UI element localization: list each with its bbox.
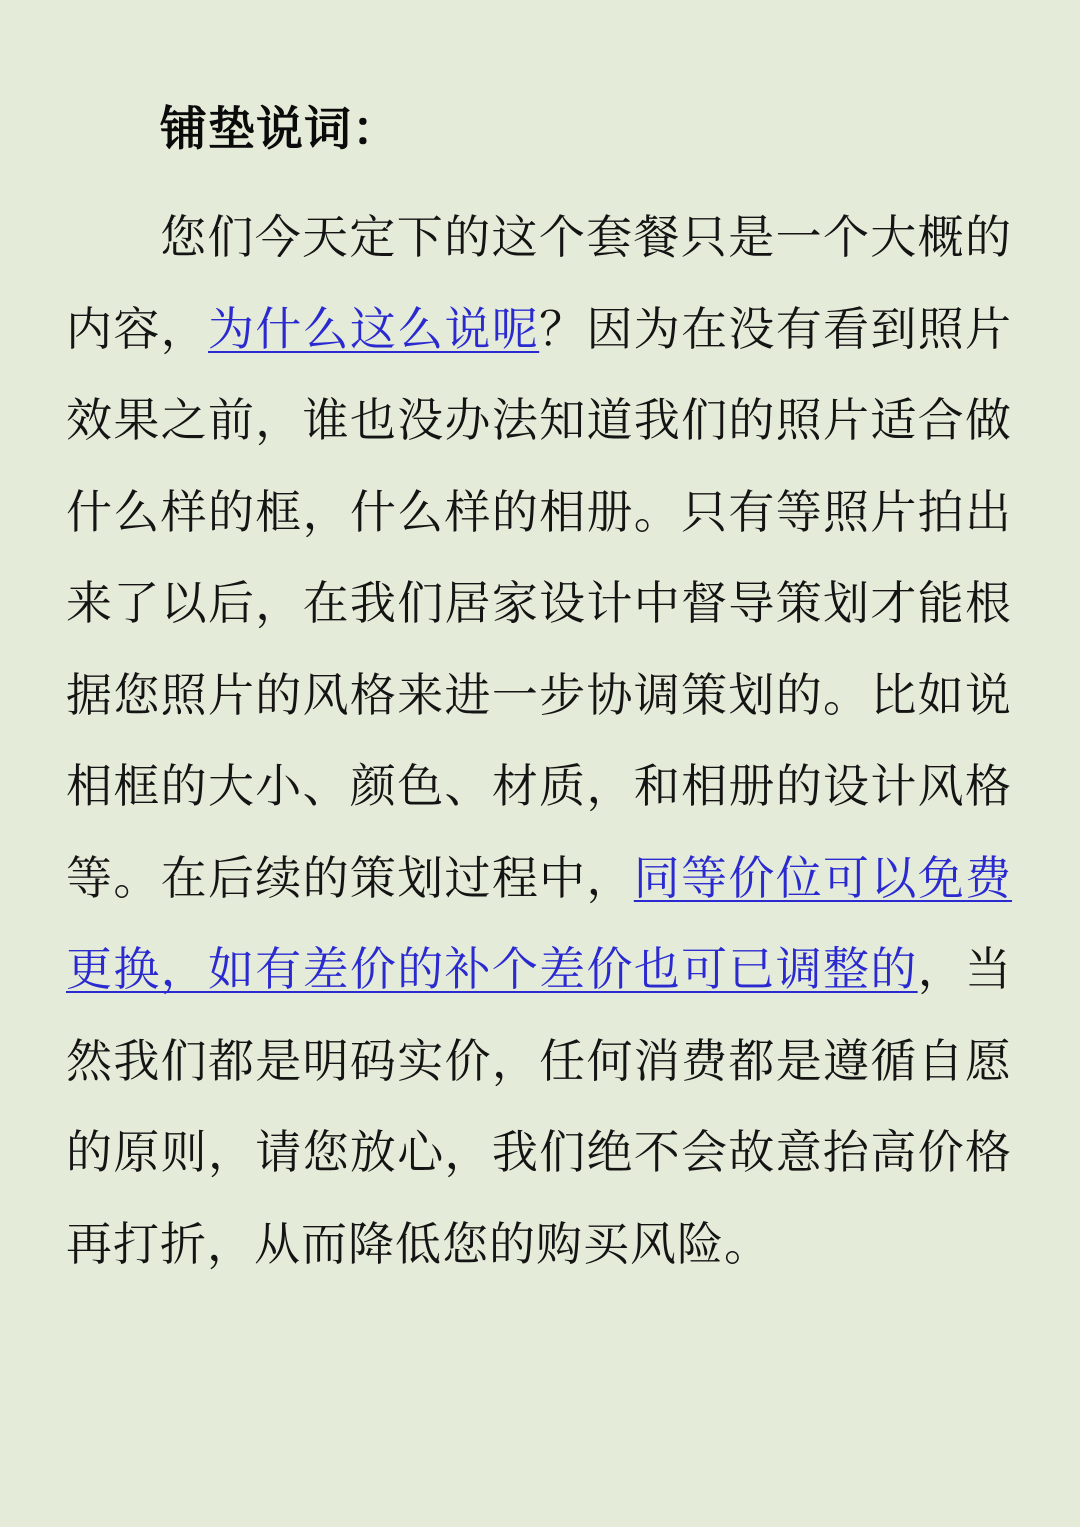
link-why-say-so[interactable]: 为什么这么说呢	[207, 301, 540, 356]
heading: 铺垫说词：	[160, 102, 400, 157]
paragraph-text-1: 您们今天定下的这个套餐只是一个大概的内容，	[66, 210, 1012, 356]
paragraph-text-2: ？因为在没有看到照片效果之前，谁也没办法知道我们的照片适合做什么样的框，什么样的相册。只有等照片拍出来了以后，在我们居家设计中督导策划才能根据您照片的风格来进一步协调策划的。比如说相框的大小、颜色、材质，和相册的设计风格等。在后续的策划过程中，	[66, 301, 1013, 905]
link-free-exchange[interactable]: 同等价位可以免费更换，如有差价的补个差价也可已调整的	[66, 850, 1013, 996]
document-page	[66, 90, 1012, 1290]
paragraph-text-3: ，当然我们都是明码实价，任何消费都是遵循自愿的原则，请您放心，我们绝不会故意抬高价格再打折，从而降低您的购买风险。	[66, 942, 1013, 1271]
body-paragraph	[66, 192, 1012, 1290]
